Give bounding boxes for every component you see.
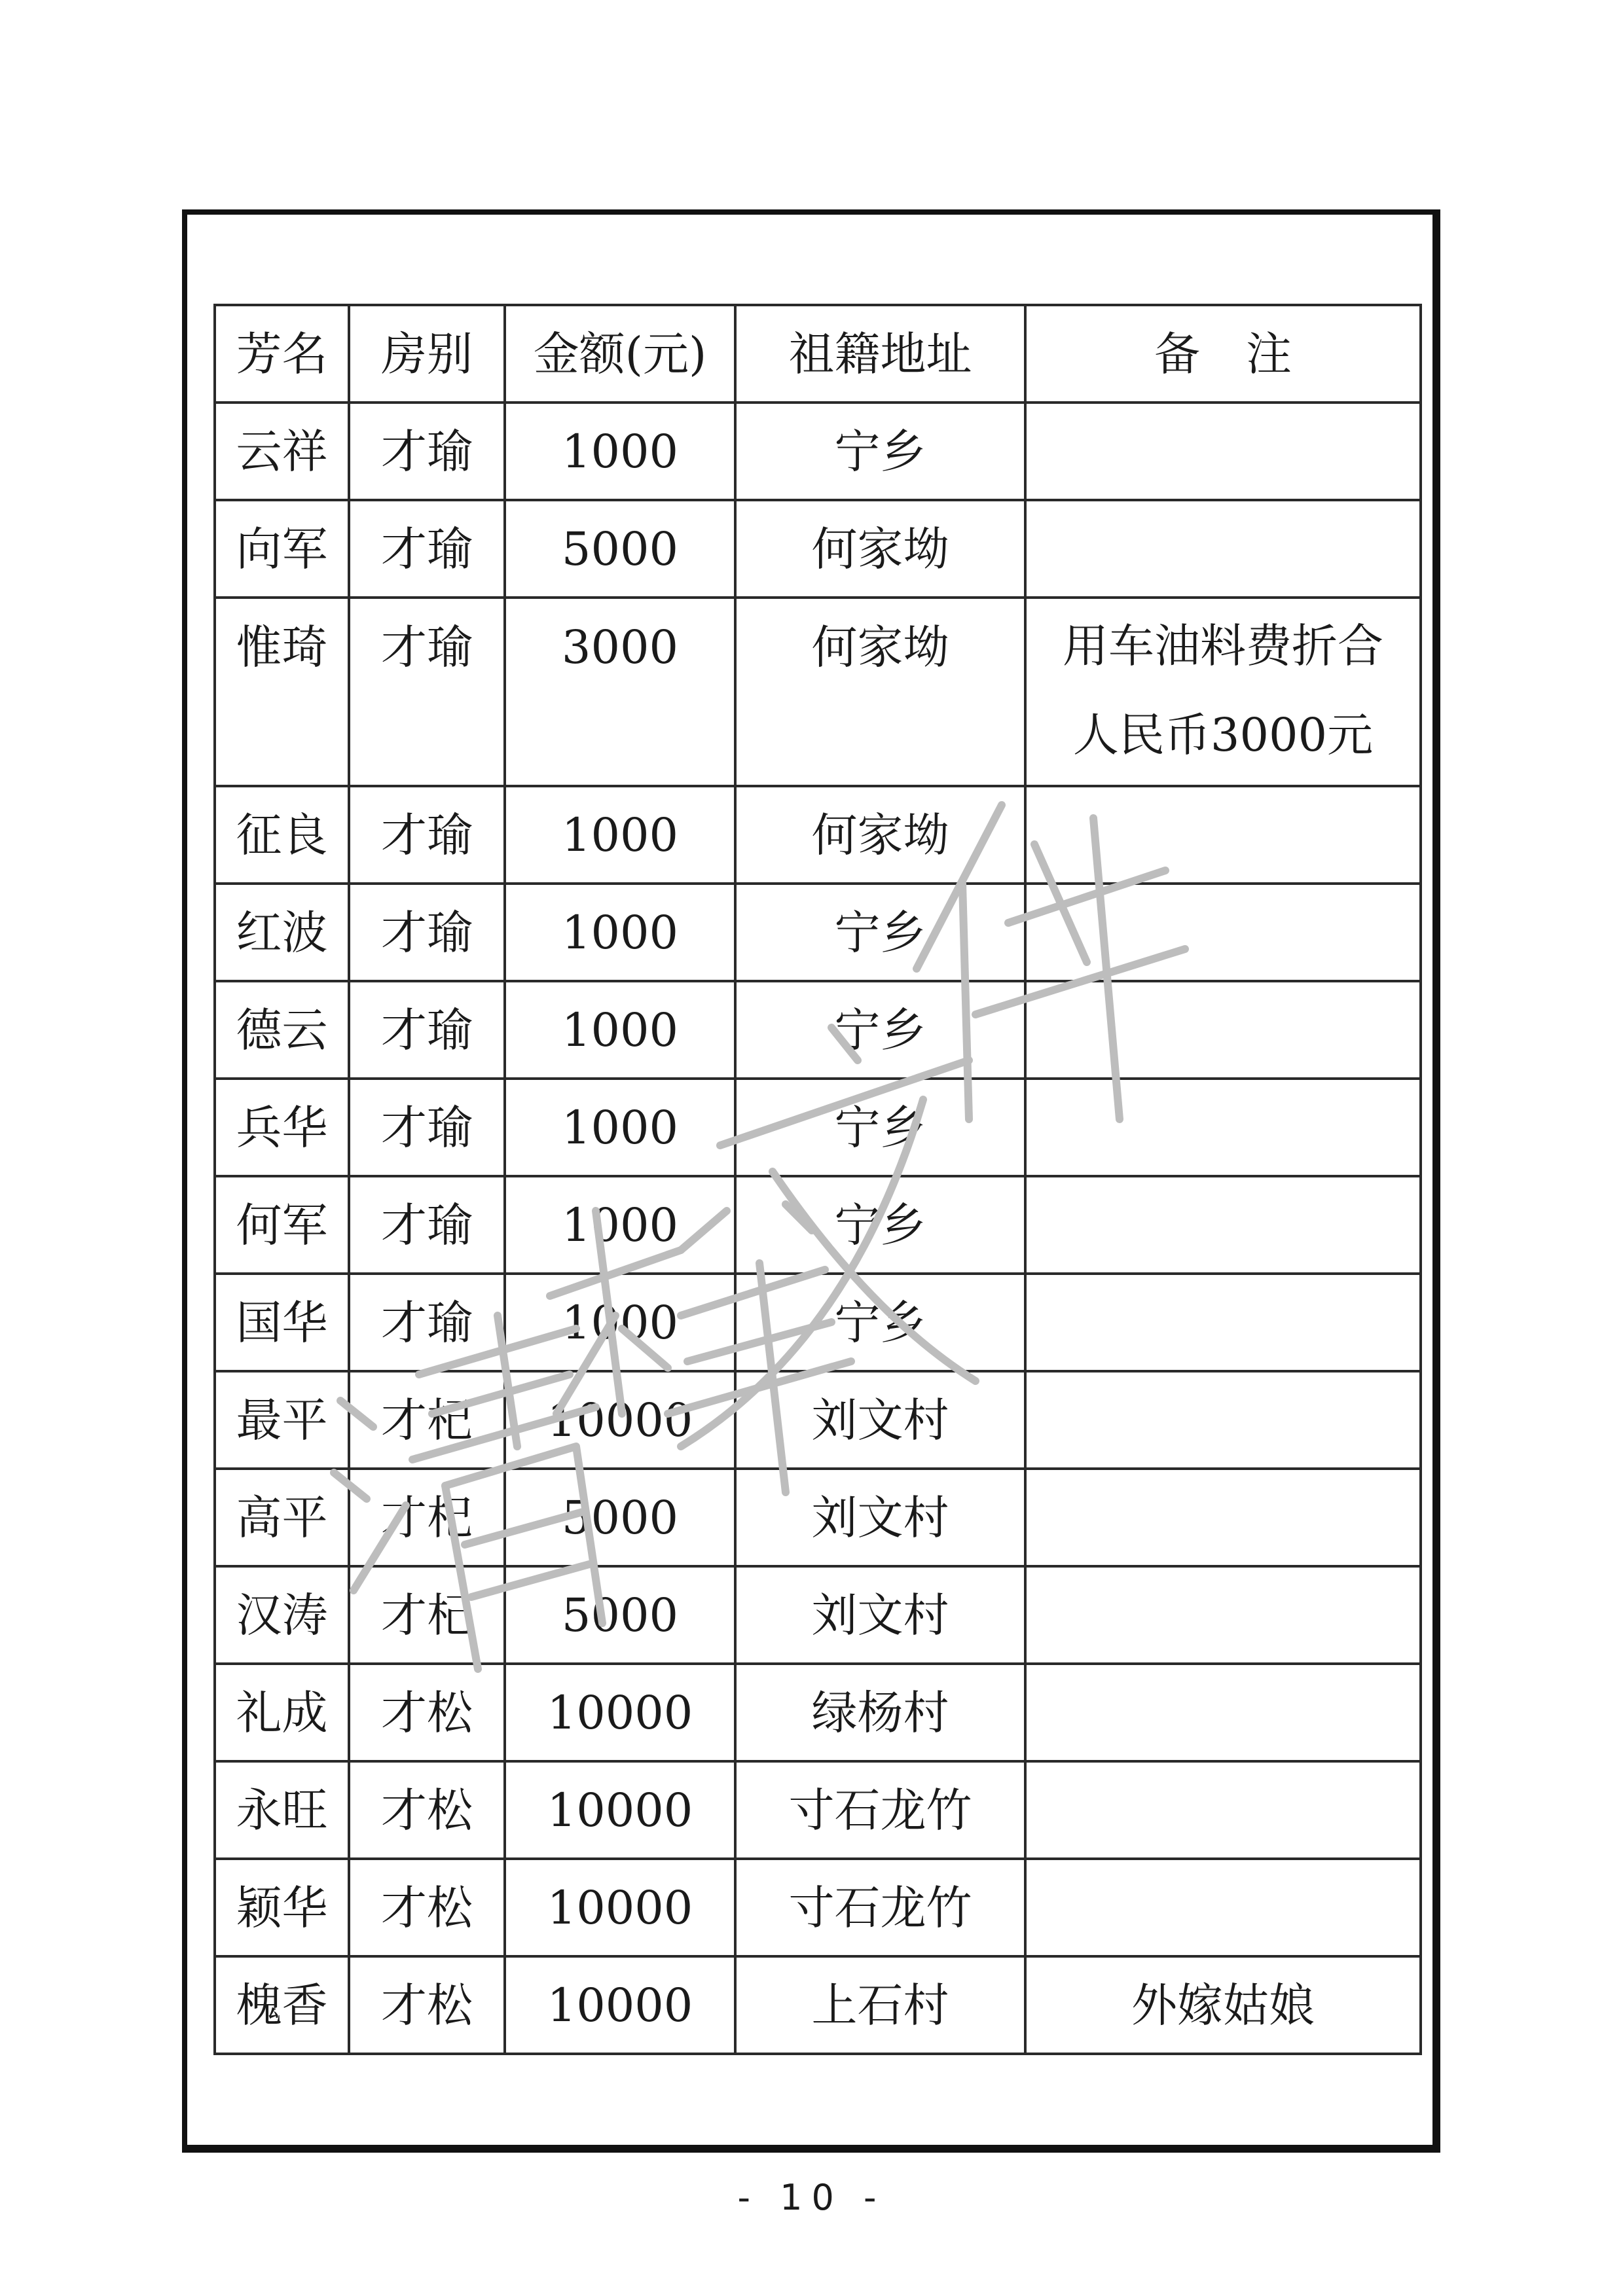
table-row — [215, 500, 1421, 598]
cell-branch: 才松 — [349, 1859, 505, 1956]
cell-amount: 3000 — [505, 598, 735, 786]
cell-amount: 10000 — [505, 1761, 735, 1859]
cell-name: 汉涛 — [215, 1566, 349, 1664]
cell-note — [1025, 1469, 1421, 1566]
cell-note — [1025, 1566, 1421, 1664]
cell-origin: 何家坳 — [735, 500, 1025, 598]
cell-branch: 才瑜 — [349, 1079, 505, 1176]
cell-origin: 何家坳 — [735, 786, 1025, 884]
cell-amount: 1000 — [505, 786, 735, 884]
cell-branch: 才杞 — [349, 1566, 505, 1664]
header-amount: 金额(元) — [505, 305, 735, 403]
cell-name: 惟琦 — [215, 598, 349, 786]
cell-note — [1025, 1664, 1421, 1761]
cell-name: 德云 — [215, 981, 349, 1079]
page-number: - 10 - — [737, 2177, 886, 2218]
note-line-2: 人民币3000元 — [1072, 708, 1374, 762]
table-row — [215, 1079, 1421, 1176]
table-row — [215, 1469, 1421, 1566]
cell-amount: 1000 — [505, 1079, 735, 1176]
cell-branch: 才杞 — [349, 1469, 505, 1566]
donation-table — [213, 304, 1422, 2055]
cell-name: 云祥 — [215, 403, 349, 500]
cell-branch: 才杞 — [349, 1371, 505, 1469]
cell-amount: 1000 — [505, 403, 735, 500]
cell-origin: 绿杨村 — [735, 1664, 1025, 1761]
cell-note — [1025, 403, 1421, 500]
cell-amount: 5000 — [505, 1566, 735, 1664]
cell-name: 永旺 — [215, 1761, 349, 1859]
table-row — [215, 884, 1421, 981]
cell-amount: 5000 — [505, 500, 735, 598]
table-header-row — [215, 305, 1421, 403]
cell-name: 国华 — [215, 1274, 349, 1371]
cell-amount: 10000 — [505, 1664, 735, 1761]
table-row — [215, 786, 1421, 884]
cell-branch: 才瑜 — [349, 500, 505, 598]
cell-note — [1025, 1176, 1421, 1274]
cell-branch: 才瑜 — [349, 981, 505, 1079]
cell-branch: 才松 — [349, 1761, 505, 1859]
cell-branch: 才瑜 — [349, 598, 505, 786]
header-name: 芳名 — [215, 305, 349, 403]
note-line-1: 用车油料费折合 — [1063, 619, 1383, 673]
cell-name: 礼成 — [215, 1664, 349, 1761]
table-row — [215, 981, 1421, 1079]
table-row — [215, 1859, 1421, 1956]
cell-origin: 寸石龙竹 — [735, 1859, 1025, 1956]
table-row — [215, 1956, 1421, 2054]
table-row — [215, 1176, 1421, 1274]
cell-branch: 才瑜 — [349, 786, 505, 884]
cell-note — [1025, 981, 1421, 1079]
cell-note — [1025, 1761, 1421, 1859]
cell-origin: 宁乡 — [735, 403, 1025, 500]
cell-origin: 刘文村 — [735, 1566, 1025, 1664]
cell-amount: 10000 — [505, 1956, 735, 2054]
cell-name: 向军 — [215, 500, 349, 598]
table-row — [215, 1664, 1421, 1761]
header-note: 备 注 — [1025, 305, 1421, 403]
cell-amount: 10000 — [505, 1859, 735, 1956]
cell-branch: 才瑜 — [349, 1176, 505, 1274]
table-row — [215, 1371, 1421, 1469]
cell-name: 红波 — [215, 884, 349, 981]
cell-note — [1025, 500, 1421, 598]
cell-branch: 才松 — [349, 1664, 505, 1761]
cell-name: 征良 — [215, 786, 349, 884]
cell-origin: 刘文村 — [735, 1469, 1025, 1566]
cell-note: 外嫁姑娘 — [1025, 1956, 1421, 2054]
cell-amount: 1000 — [505, 884, 735, 981]
cell-origin: 宁乡 — [735, 884, 1025, 981]
cell-origin: 宁乡 — [735, 1274, 1025, 1371]
cell-name: 槐香 — [215, 1956, 349, 2054]
cell-origin: 宁乡 — [735, 981, 1025, 1079]
cell-branch: 才瑜 — [349, 884, 505, 981]
cell-name: 颖华 — [215, 1859, 349, 1956]
cell-note — [1025, 786, 1421, 884]
cell-note — [1025, 598, 1421, 786]
cell-amount: 1000 — [505, 1176, 735, 1274]
header-origin: 祖籍地址 — [735, 305, 1025, 403]
cell-amount: 1000 — [505, 1274, 735, 1371]
table-row — [215, 1566, 1421, 1664]
cell-name: 最平 — [215, 1371, 349, 1469]
cell-origin: 宁乡 — [735, 1079, 1025, 1176]
cell-branch: 才瑜 — [349, 403, 505, 500]
table-row — [215, 598, 1421, 786]
header-branch: 房别 — [349, 305, 505, 403]
cell-origin: 上石村 — [735, 1956, 1025, 2054]
cell-name: 何军 — [215, 1176, 349, 1274]
cell-name: 兵华 — [215, 1079, 349, 1176]
cell-origin: 何家坳 — [735, 598, 1025, 786]
cell-origin: 宁乡 — [735, 1176, 1025, 1274]
table-row — [215, 1761, 1421, 1859]
cell-note — [1025, 884, 1421, 981]
cell-note — [1025, 1859, 1421, 1956]
table-row — [215, 1274, 1421, 1371]
cell-note — [1025, 1274, 1421, 1371]
table-row — [215, 403, 1421, 500]
cell-branch: 才瑜 — [349, 1274, 505, 1371]
cell-branch: 才松 — [349, 1956, 505, 2054]
cell-note — [1025, 1371, 1421, 1469]
cell-name: 高平 — [215, 1469, 349, 1566]
cell-origin: 刘文村 — [735, 1371, 1025, 1469]
cell-amount: 10000 — [505, 1371, 735, 1469]
cell-note — [1025, 1079, 1421, 1176]
cell-amount: 5000 — [505, 1469, 735, 1566]
cell-origin: 寸石龙竹 — [735, 1761, 1025, 1859]
cell-amount: 1000 — [505, 981, 735, 1079]
